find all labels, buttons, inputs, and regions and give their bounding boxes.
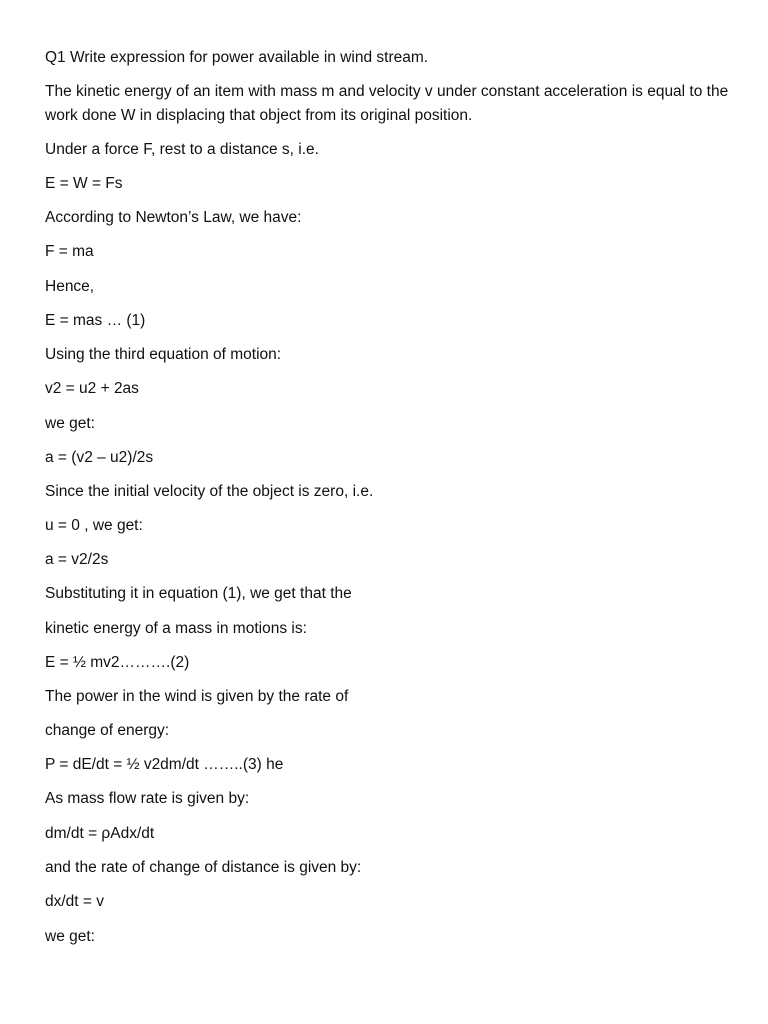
equation-line: dx/dt = v [45, 893, 105, 910]
equation-line: a = (v2 – u2)/2s [45, 449, 154, 466]
text-line: kinetic energy of a mass in motions is: [45, 620, 307, 637]
text-line: Under a force F, rest to a distance s, i.e. [45, 141, 319, 158]
text-line: we get: [45, 415, 95, 432]
equation-line: dm/dt = ρAdx/dt [45, 825, 155, 842]
text-line: Using the third equation of motion: [45, 346, 282, 363]
equation-line: E = mas … (1) [45, 312, 146, 329]
text-line: Substituting it in equation (1), we get that the [45, 585, 352, 602]
text-line: According to Newton’s Law, we have: [45, 209, 302, 226]
equation-line: E = ½ mv2……….(2) [45, 654, 190, 671]
equation-line: v2 = u2 + 2as [45, 380, 139, 397]
intro-paragraph: The kinetic energy of an item with mass m and velocity v under constant acceleration is equal to the work done W in displacing that object from its original position. [45, 83, 729, 124]
text-line: As mass flow rate is given by: [45, 790, 250, 807]
question-heading: Q1 Write expression for power available in wind stream. [45, 49, 429, 66]
equation-line: a = v2/2s [45, 551, 109, 568]
text-line: we get: [45, 928, 95, 945]
text-line: change of energy: [45, 722, 170, 739]
text-line: Hence, [45, 278, 95, 295]
text-line: Since the initial velocity of the object is zero, i.e. [45, 483, 374, 500]
equation-line: E = W = Fs [45, 175, 123, 192]
equation-line: F = ma [45, 243, 94, 260]
text-line: u = 0 , we get: [45, 517, 143, 534]
text-line: and the rate of change of distance is given by: [45, 859, 362, 876]
equation-line: P = dE/dt = ½ v2dm/dt ……..(3) he [45, 756, 284, 773]
text-line: The power in the wind is given by the rate of [45, 688, 349, 705]
